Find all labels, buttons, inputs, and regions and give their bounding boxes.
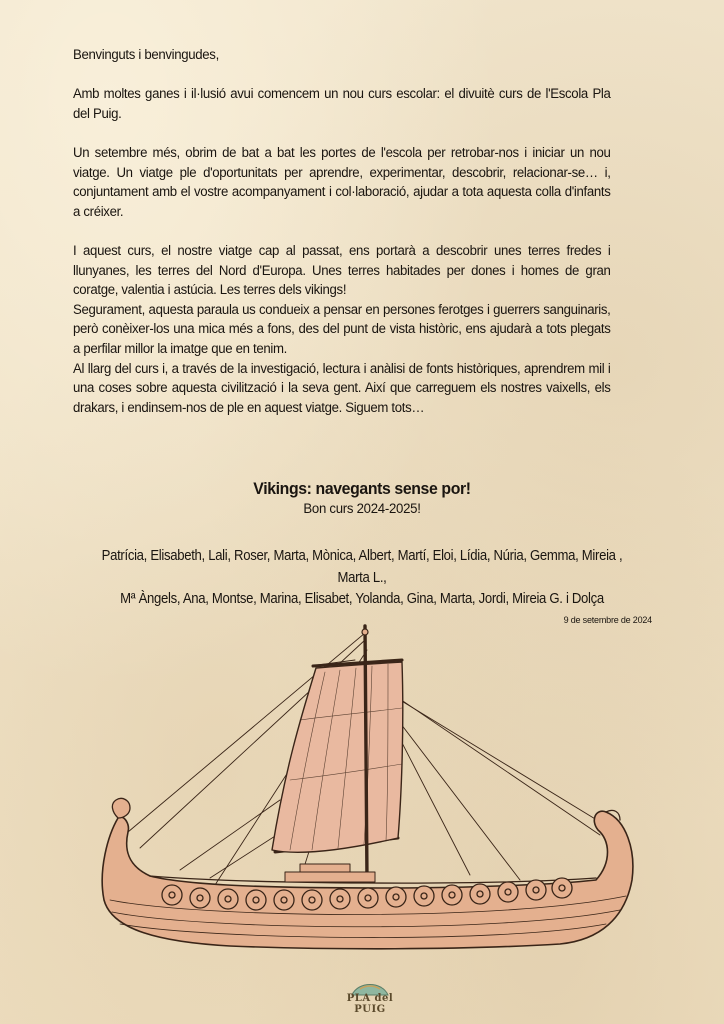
signatures-line-1: Patrícia, Elisabeth, Lali, Roser, Marta, Mònica, Albert, Martí, Eloi, Lídia, Núria, Gemma, Mireia , Marta L., xyxy=(101,548,623,586)
motto-title: Vikings: navegants sense por! xyxy=(253,479,471,498)
school-logo-icon xyxy=(330,975,410,1015)
paragraph-intro: Amb moltes ganes i il·lusió avui comencem un nou curs escolar: el divuitè curs de l'Escola Pla del Puig. xyxy=(73,86,611,122)
greeting: Benvinguts i benvingudes, xyxy=(73,47,219,63)
signatures-line-2: Mª Àngels, Ana, Montse, Marina, Elisabet, Yolanda, Gina, Marta, Jordi, Mireia G. i Dolça xyxy=(120,591,604,607)
logo-text: PLA del PUIG xyxy=(346,993,394,1015)
date: 9 de setembre de 2024 xyxy=(563,615,652,625)
signatures xyxy=(90,546,634,611)
paragraph-journey: I aquest curs, el nostre viatge cap al passat, ens portarà a descobrir unes terres fredes i llunyanes, les terres del Nord d'Europa. Unes terres habitades per dones i homes de gran coratge, valentia i astúcia. Les terres dels vikings! xyxy=(73,242,611,299)
paragraph-course: Al llarg del curs i, a través de la investigació, lectura i anàlisi de fonts històriques, aprendrem mil i una coses sobre aquesta civilització i la seva gent. Així que carreguem els nostres vaixells, els drakars, i endinsem-nos de ple en aquest viatge. Siguem tots… xyxy=(73,360,611,416)
motto-subtitle: Bon curs 2024-2025! xyxy=(303,501,421,517)
viking-longship-icon xyxy=(0,620,724,960)
letter-body xyxy=(73,46,611,418)
paragraph-vikings-word: Segurament, aquesta paraula us condueix a pensar en persones ferotges i guerrers sanguinaris, però conèixer-los una mica més a fons, des del punt de vista històric, ens ajudarà a tots plegats a perfilar millor la imatge que en tenim. xyxy=(73,301,611,357)
motto-block xyxy=(0,478,724,519)
paragraph-september: Un setembre més, obrim de bat a bat les portes de l'escola per retrobar-nos i iniciar un nou viatge. Un viatge ple d'oportunitats per aprendre, experimentar, descobrir, relacionar-se… i, conjuntament amb el vostre acompanyament i col·laboració, ajudar a tota aquesta colla d'infants a créixer. xyxy=(73,144,611,220)
